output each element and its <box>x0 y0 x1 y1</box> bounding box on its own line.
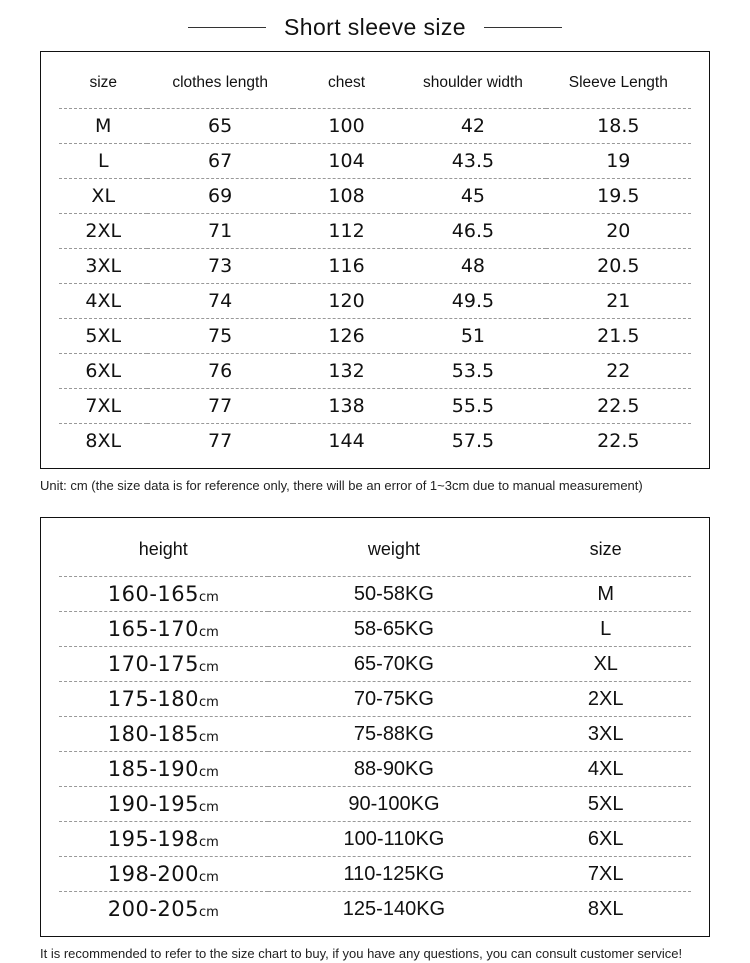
cell-shoulder: 42 <box>400 109 545 144</box>
cell-size: 7XL <box>520 857 691 892</box>
cell-sleeve: 20 <box>546 214 691 249</box>
cell-height <box>59 752 268 787</box>
cell-height <box>59 857 268 892</box>
size-table <box>59 66 691 458</box>
cell-weight: 50-58KG <box>268 577 521 612</box>
cell-shoulder: 51 <box>400 319 545 354</box>
table-row <box>59 892 691 927</box>
cell-height <box>59 787 268 822</box>
height-unit: cm <box>198 625 219 641</box>
cell-chest: 126 <box>293 319 400 354</box>
height-unit: cm <box>198 590 219 606</box>
cell-size: 4XL <box>520 752 691 787</box>
height-unit: cm <box>198 730 219 746</box>
table-row <box>59 249 691 284</box>
cell-shoulder: 43.5 <box>400 144 545 179</box>
cell-length: 65 <box>147 109 292 144</box>
cell-size: 4XL <box>59 284 147 319</box>
recommend-table-box <box>40 517 710 937</box>
cell-size: 6XL <box>520 822 691 857</box>
cell-height <box>59 577 268 612</box>
cell-sleeve: 22 <box>546 354 691 389</box>
cell-chest: 112 <box>293 214 400 249</box>
size-table-box <box>40 51 710 469</box>
cell-height <box>59 892 268 927</box>
recommend-header-height: height <box>59 532 268 577</box>
cell-shoulder: 55.5 <box>400 389 545 424</box>
table-row <box>59 612 691 647</box>
title-rule-right <box>484 27 562 28</box>
cell-size: 3XL <box>520 717 691 752</box>
size-table-header-sleeve: Sleeve Length <box>546 66 691 109</box>
table-row <box>59 319 691 354</box>
cell-sleeve: 19 <box>546 144 691 179</box>
cell-weight: 90-100KG <box>268 787 521 822</box>
height-value: 160-165 <box>107 582 199 607</box>
cell-shoulder: 57.5 <box>451 430 495 452</box>
bottom-note: It is recommended to refer to the size chart to buy, if you have any questions, you can consult customer service! <box>40 946 683 962</box>
height-value: 170-175 <box>107 652 199 677</box>
size-table-header-row <box>59 66 691 109</box>
cell-size: 5XL <box>520 787 691 822</box>
page-title: Short sleeve size <box>284 14 466 40</box>
cell-sleeve: 19.5 <box>546 179 691 214</box>
table-row <box>59 682 691 717</box>
recommend-table-header-row <box>59 532 691 577</box>
title-rule-left <box>188 27 266 28</box>
cell-chest: 132 <box>293 354 400 389</box>
cell-height <box>59 682 268 717</box>
cell-weight: 58-65KG <box>268 612 521 647</box>
cell-length: 77 <box>147 389 292 424</box>
table-row <box>59 109 691 144</box>
table-row <box>59 354 691 389</box>
cell-weight: 100-110KG <box>268 822 521 857</box>
height-unit: cm <box>198 905 219 921</box>
cell-size: XL <box>59 179 147 214</box>
size-table-body <box>59 66 691 458</box>
height-value: 195-198 <box>107 827 199 852</box>
cell-size: 6XL <box>59 354 147 389</box>
cell-weight: 125-140KG <box>342 897 446 920</box>
cell-length: 75 <box>147 319 292 354</box>
table-row <box>59 214 691 249</box>
cell-size: 5XL <box>59 319 147 354</box>
recommend-table-body <box>59 532 691 926</box>
cell-chest: 100 <box>293 109 400 144</box>
cell-height <box>59 612 268 647</box>
cell-length: 69 <box>147 179 292 214</box>
height-value: 198-200 <box>107 862 199 887</box>
table-row <box>59 717 691 752</box>
table-row <box>59 857 691 892</box>
height-value: 180-185 <box>107 722 199 747</box>
cell-shoulder: 49.5 <box>400 284 545 319</box>
cell-weight: 75-88KG <box>268 717 521 752</box>
cell-chest: 108 <box>293 179 400 214</box>
height-unit: cm <box>198 800 219 816</box>
recommend-header-weight: weight <box>268 532 521 577</box>
height-unit: cm <box>198 660 219 676</box>
height-value: 165-170 <box>107 617 199 642</box>
unit-note: Unit: cm (the size data is for reference only, there will be an error of 1~3cm due to manual measurement) <box>40 478 643 493</box>
table-row <box>59 577 691 612</box>
cell-length: 77 <box>208 430 233 452</box>
table-row <box>59 822 691 857</box>
cell-length: 76 <box>147 354 292 389</box>
table-row <box>59 179 691 214</box>
cell-chest: 144 <box>328 430 365 452</box>
cell-length: 74 <box>147 284 292 319</box>
cell-height <box>59 822 268 857</box>
height-value: 175-180 <box>107 687 199 712</box>
height-unit: cm <box>198 870 219 886</box>
size-table-header-shoulder: shoulder width <box>400 66 545 109</box>
cell-chest: 138 <box>293 389 400 424</box>
cell-size: L <box>520 612 691 647</box>
recommend-table <box>59 532 691 926</box>
cell-sleeve: 21 <box>546 284 691 319</box>
cell-size: M <box>59 109 147 144</box>
cell-chest: 104 <box>293 144 400 179</box>
cell-size: M <box>520 577 691 612</box>
size-table-header-size: size <box>59 66 147 109</box>
size-table-header-chest: chest <box>293 66 400 109</box>
cell-size: XL <box>520 647 691 682</box>
cell-chest: 116 <box>293 249 400 284</box>
cell-length: 71 <box>147 214 292 249</box>
table-row <box>59 284 691 319</box>
table-row <box>59 752 691 787</box>
cell-size: 2XL <box>520 682 691 717</box>
recommend-header-size: size <box>520 532 691 577</box>
cell-shoulder: 53.5 <box>400 354 545 389</box>
cell-size: L <box>59 144 147 179</box>
table-row <box>59 144 691 179</box>
height-unit: cm <box>198 835 219 851</box>
cell-weight: 70-75KG <box>268 682 521 717</box>
height-value: 200-205 <box>107 897 199 922</box>
cell-shoulder: 48 <box>400 249 545 284</box>
cell-height <box>59 647 268 682</box>
cell-weight: 110-125KG <box>268 857 521 892</box>
cell-size: 8XL <box>587 897 624 920</box>
cell-sleeve: 18.5 <box>546 109 691 144</box>
cell-sleeve: 22.5 <box>597 430 640 452</box>
cell-shoulder: 46.5 <box>400 214 545 249</box>
cell-size: 8XL <box>85 430 122 452</box>
height-unit: cm <box>198 695 219 711</box>
size-table-header-length: clothes length <box>147 66 292 109</box>
cell-size: 3XL <box>59 249 147 284</box>
section-gap <box>0 495 750 517</box>
cell-sleeve: 21.5 <box>546 319 691 354</box>
cell-sleeve: 22.5 <box>546 389 691 424</box>
table-row <box>59 647 691 682</box>
table-row <box>59 424 691 459</box>
cell-length: 67 <box>147 144 292 179</box>
height-value: 190-195 <box>107 792 199 817</box>
cell-chest: 120 <box>293 284 400 319</box>
table-row <box>59 787 691 822</box>
cell-size: 2XL <box>59 214 147 249</box>
height-value: 185-190 <box>107 757 199 782</box>
table-row <box>59 389 691 424</box>
height-unit: cm <box>198 765 219 781</box>
cell-height <box>59 717 268 752</box>
cell-length: 73 <box>147 249 292 284</box>
cell-weight: 65-70KG <box>268 647 521 682</box>
cell-size: 7XL <box>59 389 147 424</box>
page-title-row <box>0 0 750 51</box>
cell-weight: 88-90KG <box>268 752 521 787</box>
cell-shoulder: 45 <box>400 179 545 214</box>
cell-sleeve: 20.5 <box>546 249 691 284</box>
